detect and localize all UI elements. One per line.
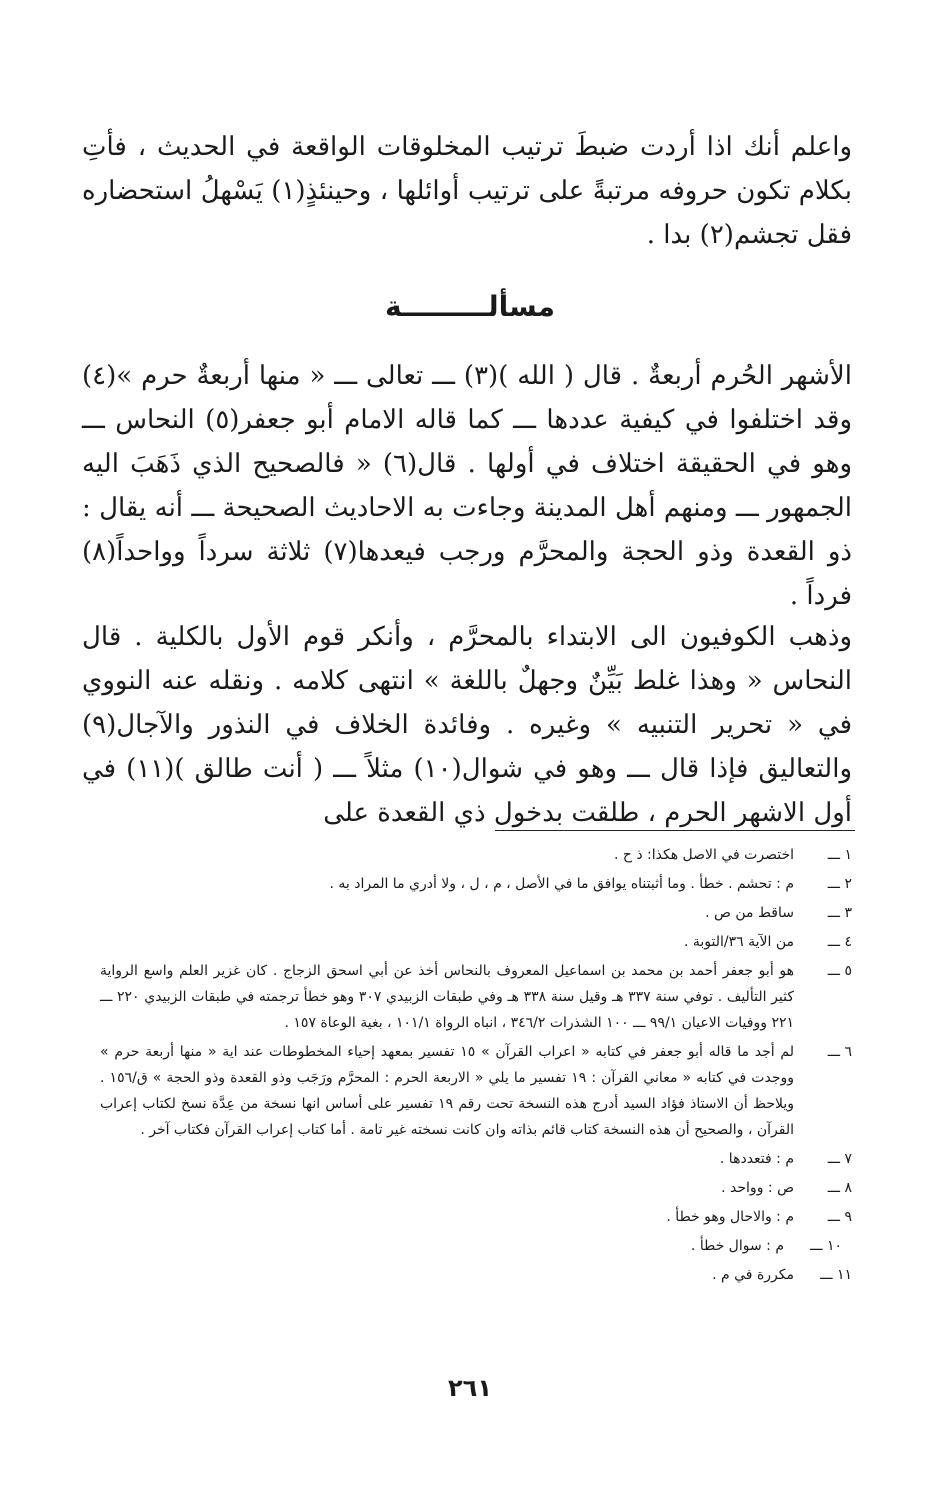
paragraph-intro: واعلم أنك اذا أردت ضبطَ ترتيب المخلوقات الواقعة في الحديث ، فأتِ بكلام تكون حروفه مرتبةً على ترتيب أوائلها ، وحينئذٍ(١) يَسْهلُ استحضاره فقل تجشم(٢) بدا . (82, 132, 852, 250)
footnote-number: ٢ ـــ (827, 876, 852, 892)
footnote-number: ٦ ـــ (827, 1044, 852, 1060)
footnote-text: لم أجد ما قاله أبو جعفر في كتابه « اعراب القرآن » ١٥ تفسير بمعهد إحياء المخطوطات عند اية « منها أربعة حرم » ووجدت في كتابه « معاني القرآن : ١٩ تفسير ما يلي « الاربعة الحرم : المحرَّم ورَجَب وذو القعدة وذو الحجة » ق/١٥٦ . ويلاحظ أن الاستاذ فؤاد السيد أدرج هذه النسخة تحت رقم ١٩ تفسير على أساس انها نسخة من عِدَّة نسخ لكتاب إعراب القرآن ، والصحيح أن هذه النسخة كتاب قائم بذاته وان كانت نسخته غير تامة . أما كتاب إعراب القرآن فكتاب آخر . (100, 1044, 794, 1138)
footnote-item (100, 958, 852, 1036)
footnote-item (100, 871, 852, 897)
paragraph-kufans: وذهب الكوفيون الى الابتداء بالمحرَّم ، وأنكر قوم الأول بالكلية . قال النحاس « وهذا غلط بَيِّنٌ وجهلٌ باللغة » انتهى كلامه . ونقله عنه النووي في « تحرير التنبيه » وغيره . وفائدة الخلاف في النذور والآجال(٩) والتعاليق فإذا قال ـــ وهو في شوال(١٠) مثلاً ـــ ( أنت طالق )(١١) في أول الاشهر الحرم ، طلقت بدخول ذي القعدة على (82, 622, 852, 828)
footnote-item (100, 1146, 852, 1172)
footnote-number: ١ ـــ (827, 847, 852, 863)
footnote-item (100, 929, 852, 955)
footnote-item (100, 1175, 852, 1201)
footnote-number: ٨ ـــ (827, 1180, 852, 1196)
page-number: ٢٦١ (448, 1374, 492, 1402)
footnote-number: ١١ ـــ (820, 1267, 852, 1283)
footnote-text: م : والاحال وهو خطأ . (666, 1209, 794, 1225)
footnote-item (100, 900, 852, 926)
section-heading: مسألـــــــــة (385, 290, 555, 323)
footnote-number: ٧ ـــ (827, 1151, 852, 1167)
footnote-number: ١٠ ـــ (810, 1238, 842, 1254)
footnote-text: ص : وواحد . (721, 1180, 794, 1196)
footnotes-list (100, 842, 852, 1291)
footnote-number: ٩ ـــ (827, 1209, 852, 1225)
footnote-item (100, 1233, 852, 1259)
footnote-item (100, 1204, 852, 1230)
footnote-text: م : سوال خطأ . (690, 1238, 784, 1254)
footnote-text: اختصرت في الاصل هكذا: ذ ح . (613, 847, 794, 863)
footnote-text: هو أبو جعفر أحمد بن محمد بن اسماعيل المعروف بالنحاس أخذ عن أبي اسحق الزجاج . كان غزير العلم واسع الرواية كثير التأليف . توفي سنة ٣٣٧ هـ وقيل سنة ٣٣٨ هـ وفي طبقات الزبيدي ٣٠٧ وهو خطأ ترجمته في طبقات الزبيدي ٢٢٠ ـــ ٢٢١ ووفيات الاعيان ٩٩/١ ـــ ١٠٠ الشذرات ٣٤٦/٢ ، انباه الرواة ١٠١/١ ، بغية الوعاة ١٥٧ . (100, 963, 794, 1031)
footnote-text: من الآية ٣٦/التوبة . (683, 934, 794, 950)
paragraph-sacred-months: الأشهر الحُرم أربعةٌ . قال ( الله )(٣) ـــ تعالى ـــ « منها أربعةٌ حرم »(٤) وقد اختلفوا في كيفية عددها ـــ كما قاله الامام أبو جعفر(٥) النحاس ـــ وهو في الحقيقة اختلاف في أولها . قال(٦) « فالصحيح الذي ذَهَبَ اليه الجمهور ـــ ومنهم أهل المدينة وجاءت به الاحاديث الصحيحة ـــ أنه يقال : ذو القعدة وذو الحجة والمحرَّم ورجب فيعدها(٧) ثلاثة سرداً وواحداً(٨) فرداً . (82, 361, 853, 611)
footnote-number: ٤ ـــ (827, 934, 852, 950)
footnote-text: م : فتعددها . (719, 1151, 794, 1167)
footnote-text: مكررة في م . (712, 1267, 794, 1283)
footnote-number: ٥ ـــ (827, 963, 852, 979)
footnote-item (100, 1039, 852, 1143)
footnote-separator (495, 830, 855, 831)
footnote-item (100, 842, 852, 868)
footnote-text: ساقط من ص . (705, 905, 794, 921)
footnote-item (100, 1262, 852, 1288)
footnote-number: ٣ ـــ (827, 905, 852, 921)
footnote-text: م : تحشم . خطأ . وما أثبتناه يوافق ما في الأصل ، م ، ل ، ولا أدري ما المراد به . (329, 876, 794, 892)
